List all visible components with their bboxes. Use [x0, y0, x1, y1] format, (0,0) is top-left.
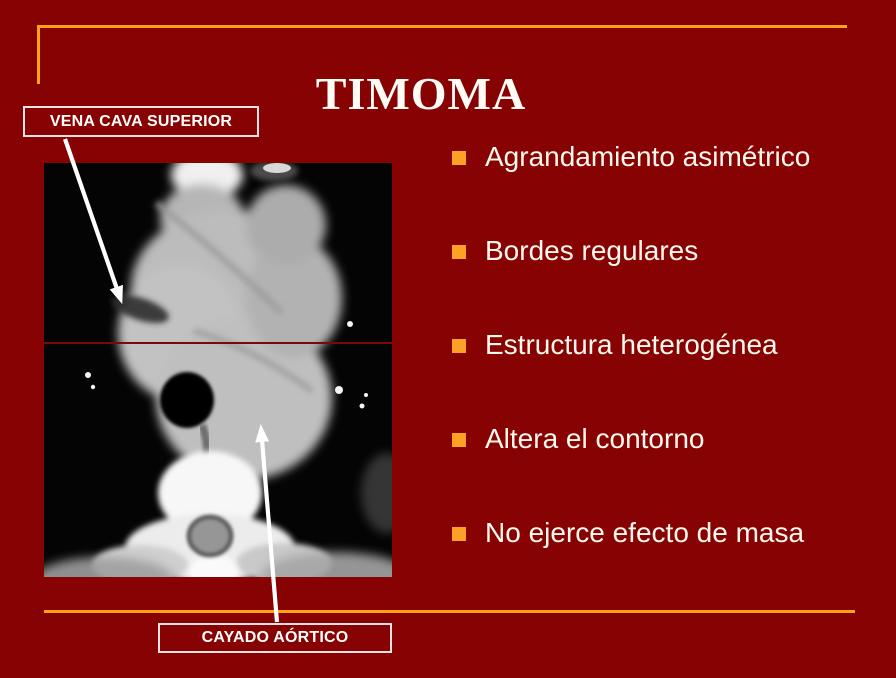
bullet-item [452, 140, 810, 174]
label-vena-cava-superior [23, 106, 259, 137]
label-vena-cava-superior-text: VENA CAVA SUPERIOR [49, 112, 233, 130]
bullet-text: No ejerce efecto de masa [485, 517, 805, 548]
bullet-text: Altera el contorno [485, 423, 705, 454]
bullet-text: Estructura heterogénea [485, 329, 778, 360]
bullet-item [452, 422, 704, 456]
slide-title: TIMOMA [315, 67, 527, 119]
bullet-square-icon [452, 527, 466, 541]
ct-scan-image [44, 163, 392, 577]
bullet-square-icon [452, 245, 466, 259]
bullet-text: Bordes regulares [485, 235, 699, 266]
bullet-item [452, 328, 778, 362]
bullet-square-icon [452, 433, 466, 447]
bullet-text: Agrandamiento asimétrico [485, 141, 811, 172]
label-cayado-aortico-text: CAYADO AÓRTICO [201, 629, 349, 646]
bottom-accent-line [44, 610, 855, 613]
label-cayado-aortico [158, 623, 392, 653]
bullet-item [452, 234, 698, 268]
bullet-item [452, 516, 804, 550]
bullet-square-icon [452, 339, 466, 353]
ct-scan-graphic [44, 163, 392, 577]
bullet-square-icon [452, 151, 466, 165]
top-accent-line [37, 25, 847, 28]
